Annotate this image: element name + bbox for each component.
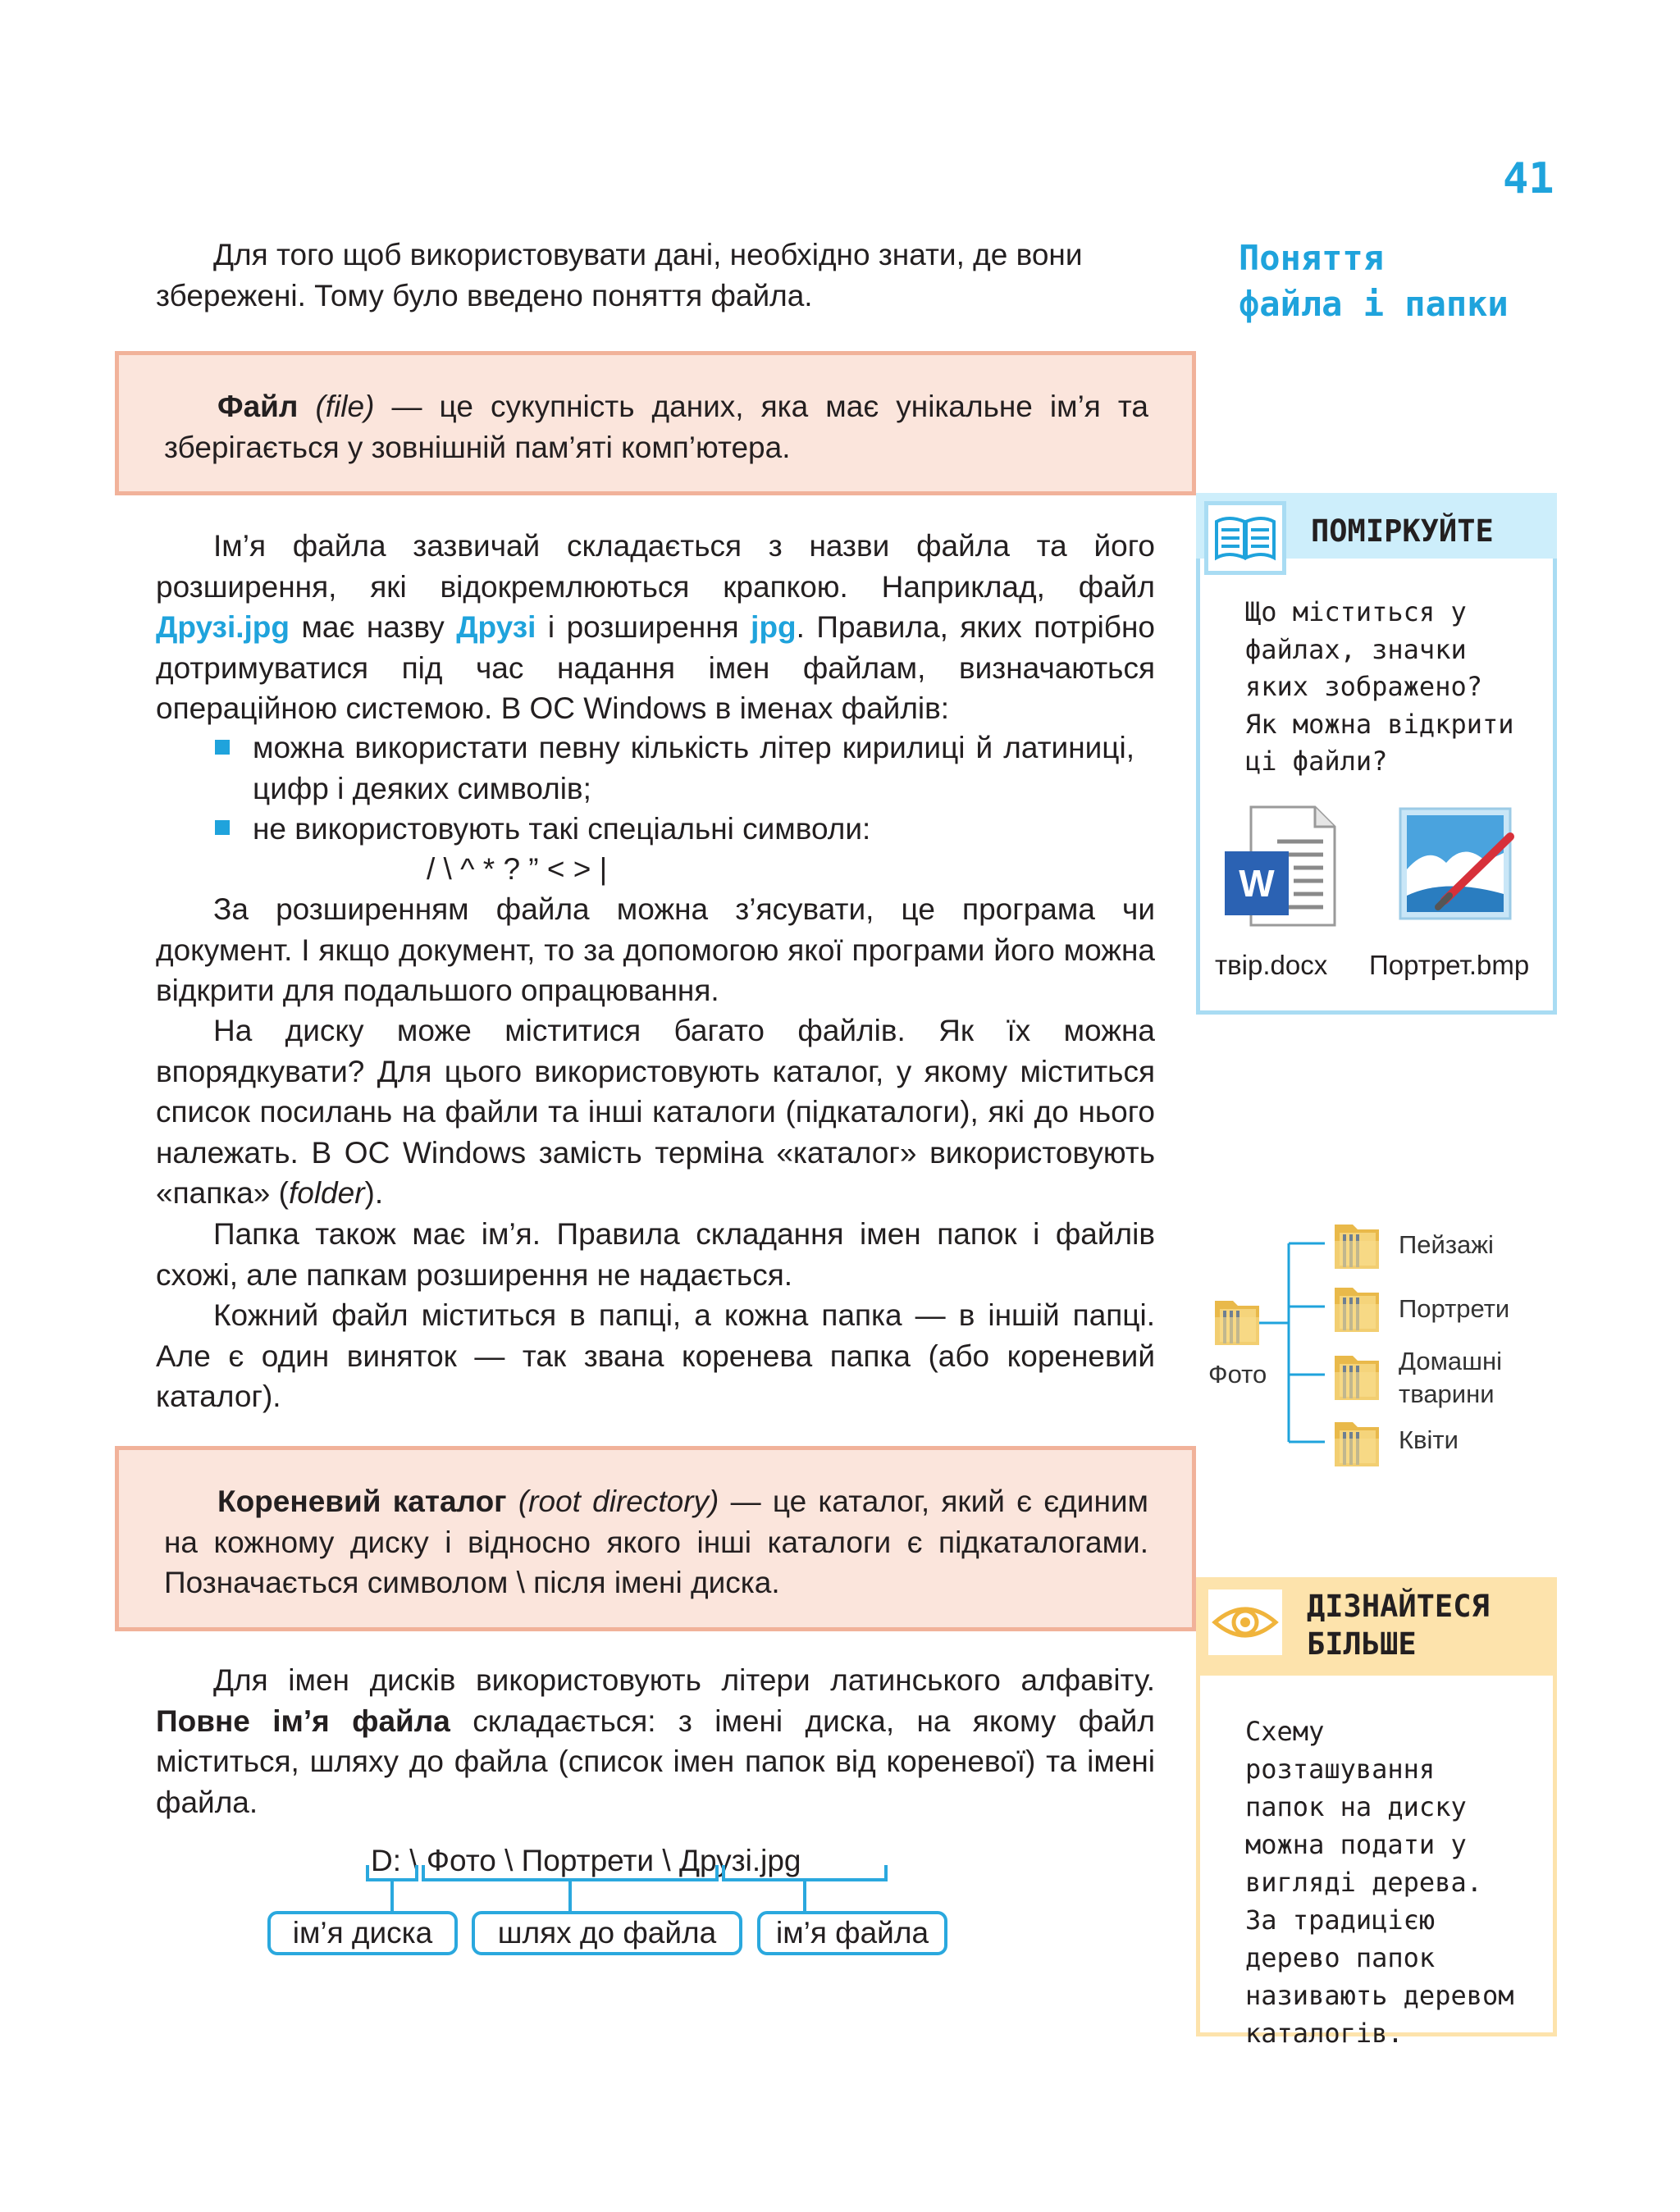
p3-text-a: На диску може міститися багато файлів. Як їх можна впорядкувати? Для цього використовують каталог, у якому міститься список посилань на файли та інші каталоги (підкаталоги), які до нього належать. В ОС Windows замість терміна «каталог» використовують «папка» ( xyxy=(156,1014,1155,1210)
special-characters: / \ ^ * ? ” < > | xyxy=(427,852,608,886)
think-icon-frame xyxy=(1204,501,1286,575)
folder-icon-root xyxy=(1212,1293,1262,1348)
word-letter: W xyxy=(1239,862,1275,905)
folder-icon-portraits xyxy=(1331,1279,1382,1335)
paragraph-extension: За розширенням файла можна з’ясувати, це програма чи документ. І якщо документ, то за допомогою якої програми його можна відкрити для подальшого опрацювання. xyxy=(156,892,1155,1007)
file-label-bmp: Портрет.bmp xyxy=(1369,950,1530,980)
label-file-name: ім’я файла xyxy=(757,1911,947,1955)
folder-icon-landscapes xyxy=(1331,1216,1382,1272)
definition-root-text xyxy=(164,1481,1148,1603)
example-ext: jpg xyxy=(751,610,797,644)
path-diagram xyxy=(262,1837,968,1968)
think-box xyxy=(1196,493,1557,1015)
bullet-item-2: не використовують такі спеціальні символи: xyxy=(253,812,871,846)
tree-item-pets: Домашні тварини xyxy=(1399,1347,1503,1408)
section-title-line2: файла і папки xyxy=(1239,284,1509,324)
page-number: 41 xyxy=(1503,154,1554,203)
tree-item-flowers: Квіти xyxy=(1399,1425,1459,1454)
tree-item-landscapes: Пейзажі xyxy=(1399,1230,1494,1259)
word-document-icon xyxy=(1218,800,1341,932)
eye-icon xyxy=(1208,1589,1282,1655)
bitmap-image-icon xyxy=(1395,804,1518,927)
label-disk-name: ім’я диска xyxy=(267,1911,458,1955)
intro-paragraph xyxy=(156,235,1155,316)
paragraph-catalog xyxy=(156,1010,1155,1214)
tree-item-portraits: Портрети xyxy=(1399,1294,1510,1323)
example-file: Друзі.jpg xyxy=(156,610,290,644)
bullet-item-1: можна використати певну кількість літер кирилиці й латиниці, цифр і деяких символів; xyxy=(253,731,1134,805)
p3-text-b: ). xyxy=(364,1176,384,1210)
folder-tree xyxy=(1202,1212,1546,1491)
path-string: D: \ Фото \ Портрети \ Друзі.jpg xyxy=(371,1844,801,1877)
paragraph-folder-name: Папка також має ім’я. Правила складання імен папок і файлів схожі, але папкам розширення не надається. xyxy=(156,1217,1155,1292)
learn-more-box xyxy=(1196,1577,1557,2049)
intro-text: Для того щоб використовувати дані, необхідно знати, де вони збережені. Тому було введено поняття файла. xyxy=(156,238,1083,312)
full-name-term: Повне ім’я файла xyxy=(156,1703,450,1738)
folder-icon-flowers xyxy=(1331,1414,1382,1470)
definition-file-term-en: (file) xyxy=(315,390,375,423)
think-title: ПОМІРКУЙТЕ xyxy=(1311,513,1494,549)
definition-file-body: — це сукупність даних, яка має унікальне ім’я та зберігається у зовнішній пам’яті комп’ютера. xyxy=(164,390,1149,464)
learn-icon-frame xyxy=(1204,1585,1286,1659)
p1-text-a: Ім’я файла зазвичай складається з назви файла та його розширення, які відокремлюються крапкою. Наприклад, файл xyxy=(156,529,1155,604)
learn-title: ДІЗНАЙТЕСЯ БІЛЬШЕ xyxy=(1307,1589,1490,1662)
bullet-marker-1 xyxy=(215,740,230,755)
definition-root-term: Кореневий каталог xyxy=(217,1485,507,1518)
definition-file-text xyxy=(164,386,1148,467)
folder-term-en: folder xyxy=(288,1176,365,1210)
think-question: Що міститься у файлах, значки яких зображено? Як можна відкрити ці файли? xyxy=(1245,596,1514,777)
p1-text-d: . Правила, яких потрібно дотримуватися під час надання імен файлам, визначаються операційною системою. В ОС Windows в іменах файлів: xyxy=(156,610,1155,725)
definition-file-term: Файл xyxy=(217,390,299,423)
label-file-path: шлях до файла xyxy=(472,1911,742,1955)
definition-root-body: — це каталог, який є єдиним на кожному диску і відносно якого інші каталоги є підкаталогами. Позначається символом \ після імені диска. xyxy=(164,1485,1148,1599)
section-title-line1: Поняття xyxy=(1239,238,1385,278)
book-icon xyxy=(1208,505,1282,571)
definition-root-box xyxy=(115,1446,1196,1631)
paragraph-filename xyxy=(156,526,1155,729)
p1-text-c: і розширення xyxy=(536,610,751,644)
bullet-marker-2 xyxy=(215,820,230,835)
definition-root-term-en: (root directory) xyxy=(518,1485,719,1518)
tree-root-label: Фото xyxy=(1208,1360,1267,1389)
paragraph-root-folder: Кожний файл міститься в папці, а кожна папка — в іншій папці. Але є один виняток — так звана коренева папка (або кореневий каталог). xyxy=(156,1298,1155,1413)
definition-file-box xyxy=(115,351,1196,495)
paragraph-full-name xyxy=(156,1660,1155,1822)
example-name: Друзі xyxy=(456,610,536,644)
p6-text-b: складається: з імені диска, на якому файл міститься, шляху до файла (список імен папок від кореневої) та імені файла. xyxy=(156,1703,1155,1819)
learn-text: Схему розташування папок на диску можна подати у вигляді дерева. За традицією дерево папок називають деревом каталогів. xyxy=(1245,1716,1514,2049)
file-label-docx: твір.docx xyxy=(1215,950,1328,980)
p6-text-a: Для імен дисків використовують літери латинського алфавіту. xyxy=(213,1663,1155,1697)
folder-icon-pets xyxy=(1331,1348,1382,1403)
p1-text-b: має назву xyxy=(290,610,457,644)
